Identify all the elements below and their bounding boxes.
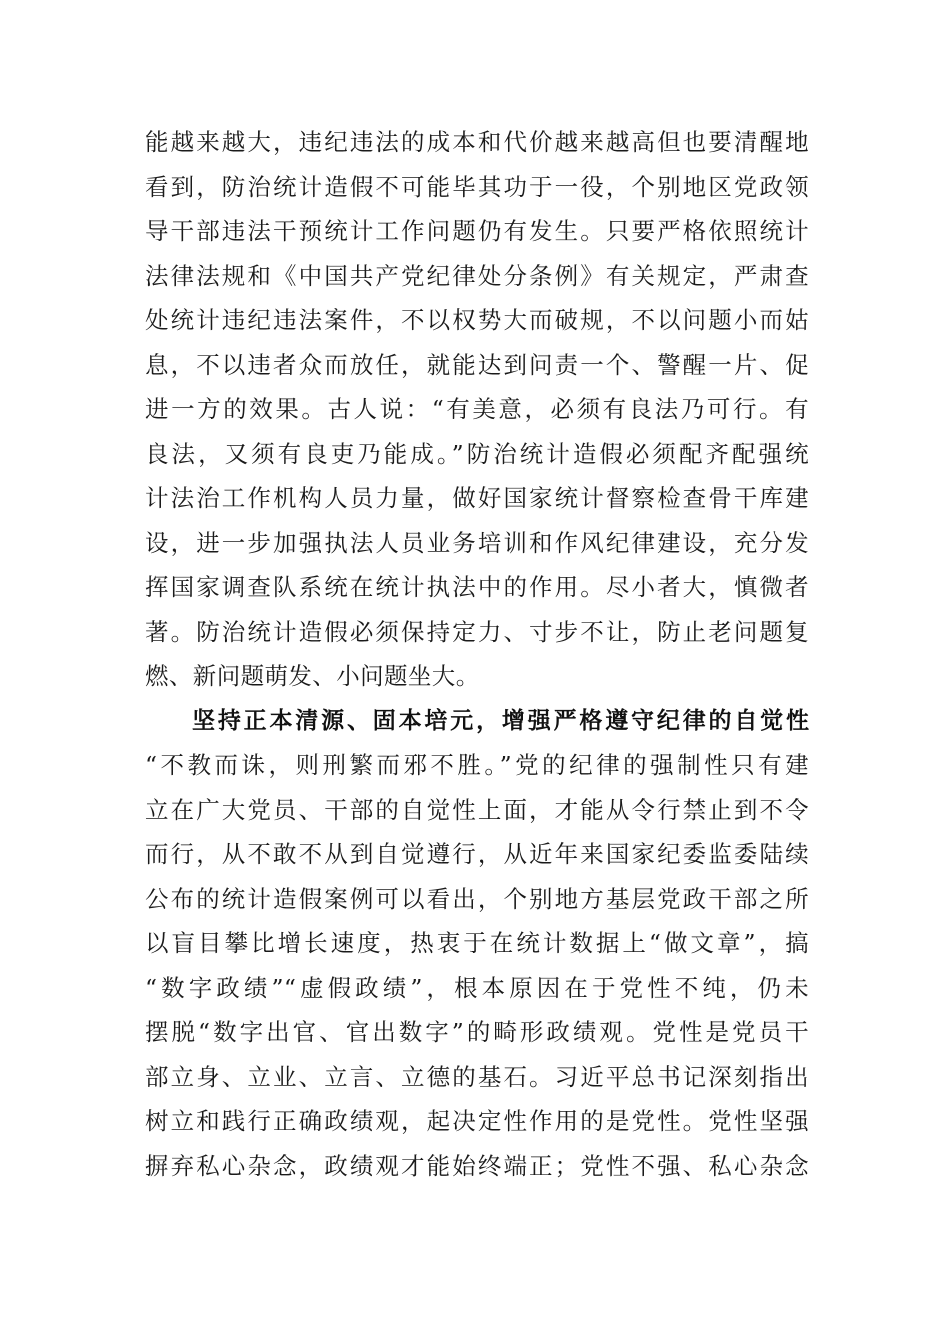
paragraph-1 bbox=[145, 120, 809, 699]
text-line: “数字政绩”“虚假政绩”，根本原因在于党性不纯，仍未 bbox=[145, 973, 809, 1002]
text-line: 摆脱“数字出官、官出数字”的畸形政绩观。党性是党员干 bbox=[145, 1018, 809, 1046]
text-line: 计法治工作机构人员力量，做好国家统计督察检查骨干库建 bbox=[145, 484, 809, 512]
text-line: 息，不以违者众而放任，就能达到问责一个、警醒一片、促 bbox=[145, 350, 809, 379]
text-line: “不教而诛，则刑繁而邪不胜。”党的纪律的强制性只有建 bbox=[145, 751, 809, 779]
text-line: 公布的统计造假案例可以看出，个别地方基层党政干部之所 bbox=[145, 884, 809, 913]
text-line: 以盲目攀比增长速度，热衷于在统计数据上“做文章”，搞 bbox=[145, 929, 809, 957]
text-line: 良法，又须有良吏乃能成。”防治统计造假必须配齐配强统 bbox=[145, 439, 809, 468]
text-line: 部立身、立业、立言、立德的基石。习近平总书记深刻指出 bbox=[145, 1062, 809, 1091]
text-line: 立在广大党员、干部的自觉性上面，才能从令行禁止到不令 bbox=[145, 795, 809, 824]
paragraph-2 bbox=[145, 743, 809, 1188]
section-heading: 坚持正本清源、固本培元，增强严格遵守纪律的自觉性 bbox=[192, 707, 809, 734]
text-line: 设，进一步加强执法人员业务培训和作风纪律建设，充分发 bbox=[145, 528, 809, 557]
text-line: 看到，防治统计造假不可能毕其功于一役，个别地区党政领 bbox=[145, 172, 809, 201]
text-line: 法律法规和《中国共产党纪律处分条例》有关规定，严肃查 bbox=[145, 261, 809, 290]
text-line: 处统计违纪违法案件，不以权势大而破规，不以问题小而姑 bbox=[145, 306, 809, 334]
text-line: 摒弃私心杂念，政绩观才能始终端正；党性不强、私心杂念 bbox=[145, 1151, 809, 1180]
text-line: 导干部违法干预统计工作问题仍有发生。只要严格依照统计 bbox=[145, 217, 809, 245]
text-line: 树立和践行正确政绩观，起决定性作用的是党性。党性坚强 bbox=[145, 1107, 809, 1135]
text-line: 能越来越大，违纪违法的成本和代价越来越高但也要清醒地 bbox=[145, 128, 809, 156]
text-line: 燃、新问题萌发、小问题坐大。 bbox=[145, 662, 480, 690]
text-line: 而行，从不敢不从到自觉遵行，从近年来国家纪委监委陆续 bbox=[145, 840, 809, 868]
text-line: 挥国家调查队系统在统计执法中的作用。尽小者大，慎微者 bbox=[145, 573, 809, 601]
text-line: 著。防治统计造假必须保持定力、寸步不让，防止老问题复 bbox=[145, 617, 809, 646]
text-line: 进一方的效果。古人说：“有美意，必须有良法乃可行。有 bbox=[145, 395, 809, 423]
body-text bbox=[145, 120, 809, 1188]
